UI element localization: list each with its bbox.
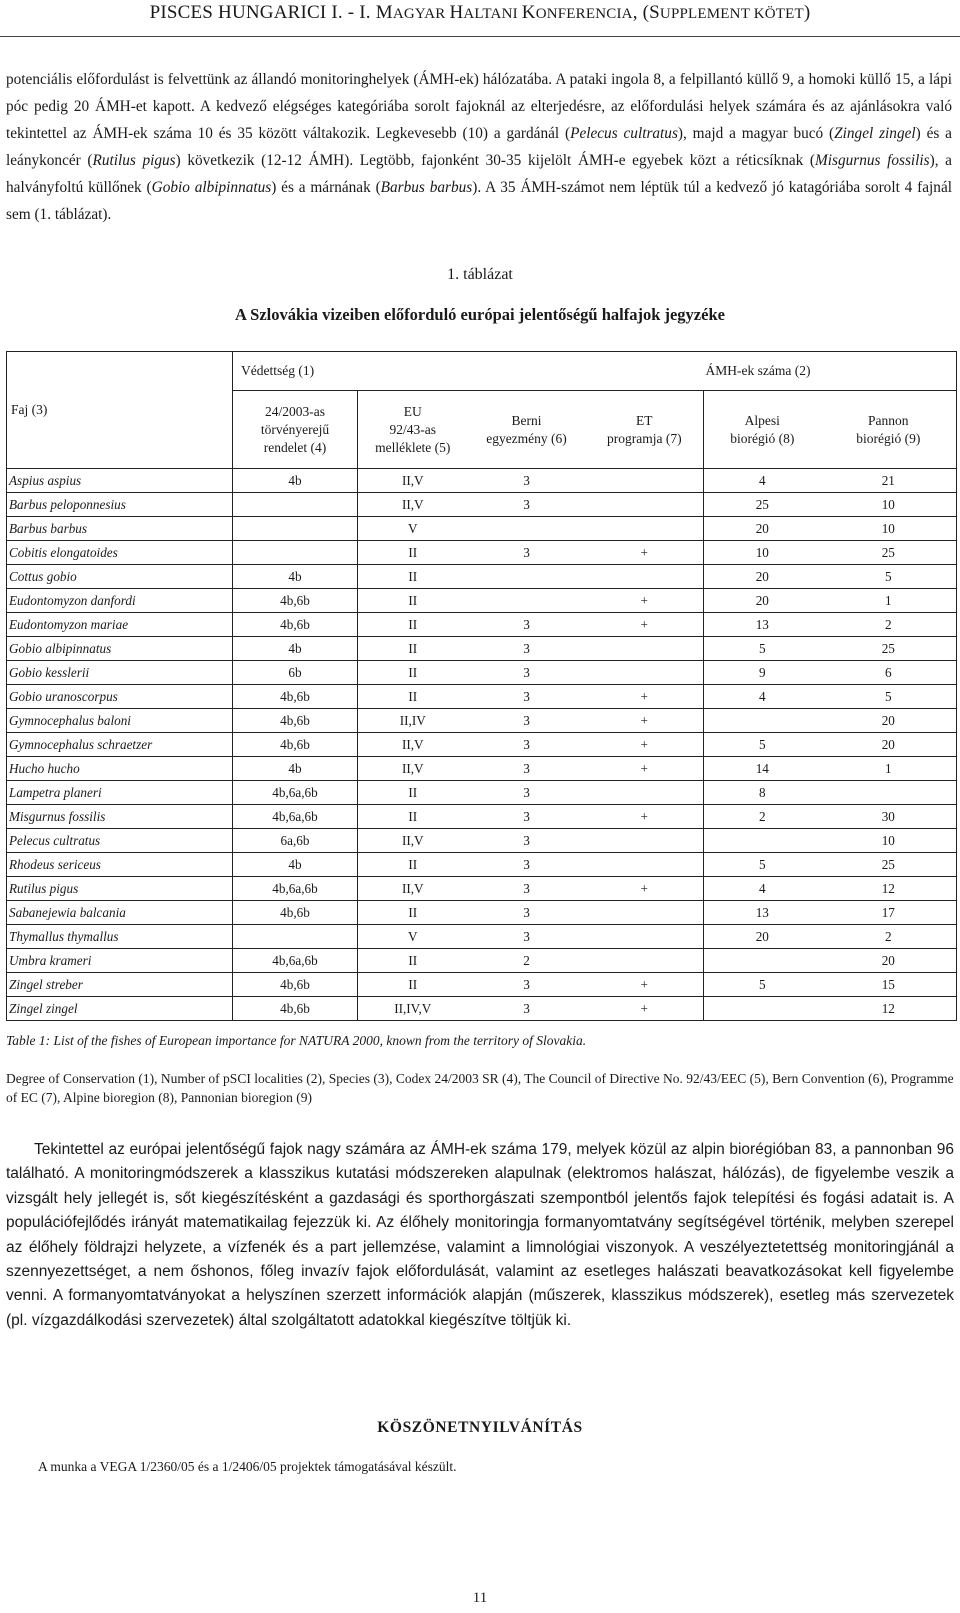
value-cell: II: [358, 805, 468, 829]
header-protection: Védettség (1): [233, 352, 704, 391]
table-row: [7, 661, 957, 685]
table-row: [7, 997, 957, 1021]
value-cell: 4b,6b: [233, 997, 358, 1021]
value-cell: 5: [704, 853, 821, 877]
value-cell: [468, 589, 586, 613]
value-cell: 4: [704, 469, 821, 493]
value-cell: 6b: [233, 661, 358, 685]
value-cell: +: [586, 805, 704, 829]
value-cell: II,V: [358, 877, 468, 901]
value-cell: [586, 829, 704, 853]
value-cell: [704, 709, 821, 733]
table-caption-english: Table 1: List of the fishes of European importance for NATURA 2000, known from the territory of Slovakia.: [6, 1033, 587, 1048]
value-cell: 20: [704, 517, 821, 541]
text-run: ) következik (12-12 ÁMH). Legtöbb, fajonként 30-35 kijelölt ÁMH-e egyebek közt a réticsíknak (: [175, 152, 816, 169]
value-cell: 2: [704, 805, 821, 829]
value-cell: 4b,6a,6b: [233, 877, 358, 901]
value-cell: 3: [468, 781, 586, 805]
species-cell: Misgurnus fossilis: [7, 805, 233, 829]
value-cell: +: [586, 709, 704, 733]
value-cell: 13: [704, 613, 821, 637]
value-cell: 20: [821, 949, 957, 973]
value-cell: +: [586, 541, 704, 565]
value-cell: 5: [704, 973, 821, 997]
value-cell: II,V: [358, 829, 468, 853]
table-row: [7, 493, 957, 517]
table-row: [7, 637, 957, 661]
value-cell: [586, 493, 704, 517]
value-cell: +: [586, 685, 704, 709]
value-cell: 30: [821, 805, 957, 829]
species-name: Misgurnus fossilis: [815, 152, 930, 169]
species-cell: Hucho hucho: [7, 757, 233, 781]
value-cell: 3: [468, 493, 586, 517]
value-cell: 15: [821, 973, 957, 997]
value-cell: 1: [821, 757, 957, 781]
value-cell: II,V: [358, 469, 468, 493]
text-run: ). A 35 ÁMH-számot nem léptük túl a kedvező jó katagóriába sorolt 4 fajnál sem (1. táblázat).: [6, 179, 952, 223]
value-cell: 17: [821, 901, 957, 925]
value-cell: 25: [821, 637, 957, 661]
value-cell: 4b,6b: [233, 685, 358, 709]
table-row: [7, 829, 957, 853]
value-cell: 20: [704, 925, 821, 949]
species-cell: Lampetra planeri: [7, 781, 233, 805]
value-cell: +: [586, 997, 704, 1021]
species-cell: Gymnocephalus schraetzer: [7, 733, 233, 757]
running-head: PISCES HUNGARICI I. - I. MAGYAR HALTANI KONFERENCIA, (SUPPLEMENT KÖTET): [149, 2, 811, 23]
value-cell: 3: [468, 877, 586, 901]
value-cell: 4b,6b: [233, 709, 358, 733]
species-name: Barbus barbus: [380, 179, 473, 196]
value-cell: 4b,6b: [233, 589, 358, 613]
value-cell: 21: [821, 469, 957, 493]
value-cell: II,IV,V: [358, 997, 468, 1021]
value-cell: 3: [468, 997, 586, 1021]
value-cell: 2: [821, 925, 957, 949]
intro-paragraph: [6, 66, 952, 228]
value-cell: V: [358, 925, 468, 949]
value-cell: 12: [821, 997, 957, 1021]
species-name: Pelecus cultratus: [570, 125, 678, 142]
value-cell: 2: [821, 613, 957, 637]
value-cell: 4b,6b: [233, 733, 358, 757]
value-cell: +: [586, 757, 704, 781]
table-row: [7, 541, 957, 565]
text-run: ) és a leánykoncér (: [6, 125, 952, 169]
value-cell: 2: [468, 949, 586, 973]
table-row: [7, 613, 957, 637]
value-cell: II,V: [358, 733, 468, 757]
species-cell: Zingel zingel: [7, 997, 233, 1021]
header-bern: Berni egyezmény (6): [468, 391, 586, 469]
value-cell: 3: [468, 613, 586, 637]
table-body: [7, 469, 957, 1021]
header-codex: 24/2003-as törvényerejű rendelet (4): [233, 391, 358, 469]
species-cell: Gobio albipinnatus: [7, 637, 233, 661]
value-cell: 3: [468, 541, 586, 565]
species-cell: Cottus gobio: [7, 565, 233, 589]
value-cell: +: [586, 877, 704, 901]
body-paragraph: Tekintettel az európai jelentőségű fajok nagy számára az ÁMH-ek száma 179, melyek közül az alpin biorégióban 83, a pannonban 96 található. A monitoringmódszerek a klasszikus kutatási módszereken alapulnak (elektromos halászat, hálózás), de figyelembe veszik a vizsgált hely jellegét is, sőt kiegészítésként a gazdasági és sporthorgászati szempontból jelentős fajok telepítési és fogási adatait is. A populációfejlődés irányát matematikailag fejezzük ki. Az élőhely monitoringja formanyomtatvány segítségével történik, melyben szerepel az élőhely földrajzi helyzete, a vízfenék és a part jellemzése, valamint a limnológiai viszonyok. A veszélyeztetettség monitoringjánál a szennyezettséget, a nem őshonos, főleg invazív fajok előfordulását, valamint az esetleges halászati beavatkozásokat kell figyelembe venni. A formanyomtatványokat a helyszínen szerzett információk alapján (műszerek, klasszikus módszerek), esetleg más szervezetek (pl. vízgazdálkodási szervezetek) által szolgáltatott adatokkal kiegészítve töltjük ki.: [6, 1141, 954, 1329]
table-row: [7, 853, 957, 877]
value-cell: 8: [704, 781, 821, 805]
value-cell: 25: [821, 853, 957, 877]
species-cell: Eudontomyzon mariae: [7, 613, 233, 637]
value-cell: 20: [704, 589, 821, 613]
species-name: Gobio albipinnatus: [151, 179, 272, 196]
value-cell: 3: [468, 925, 586, 949]
value-cell: 3: [468, 901, 586, 925]
value-cell: 5: [704, 733, 821, 757]
value-cell: 4b,6a,6b: [233, 805, 358, 829]
table-row: [7, 685, 957, 709]
value-cell: II: [358, 565, 468, 589]
value-cell: 3: [468, 469, 586, 493]
page-number: 11: [472, 1590, 488, 1606]
value-cell: 4b,6b: [233, 613, 358, 637]
value-cell: 4b: [233, 637, 358, 661]
value-cell: II: [358, 901, 468, 925]
table-row: [7, 733, 957, 757]
value-cell: +: [586, 973, 704, 997]
header-alpine: Alpesi biorégió (8): [704, 391, 821, 469]
table-row: [7, 925, 957, 949]
value-cell: 5: [704, 637, 821, 661]
species-cell: Gobio kesslerii: [7, 661, 233, 685]
species-name: Rutilus pigus: [92, 152, 176, 169]
species-cell: Sabanejewia balcania: [7, 901, 233, 925]
value-cell: [586, 517, 704, 541]
value-cell: 1: [821, 589, 957, 613]
value-cell: II,V: [358, 757, 468, 781]
table-row: [7, 973, 957, 997]
value-cell: 3: [468, 709, 586, 733]
value-cell: II: [358, 853, 468, 877]
value-cell: 3: [468, 805, 586, 829]
value-cell: II: [358, 973, 468, 997]
value-cell: 10: [704, 541, 821, 565]
text-run: ), a halványfoltú küllőnek (: [6, 152, 952, 196]
value-cell: 14: [704, 757, 821, 781]
value-cell: II: [358, 589, 468, 613]
table-row: [7, 589, 957, 613]
value-cell: [233, 517, 358, 541]
value-cell: [586, 469, 704, 493]
value-cell: 13: [704, 901, 821, 925]
value-cell: 3: [468, 661, 586, 685]
species-cell: Zingel streber: [7, 973, 233, 997]
species-cell: Rhodeus sericeus: [7, 853, 233, 877]
value-cell: II: [358, 637, 468, 661]
text-run: potenciális előfordulást is felvettünk az állandó monitoringhelyek (ÁMH-ek) hálózatába. A pataki ingola 8, a felpillantó küllő 9, a homoki küllő 15, a lápi póc pedig 20 ÁMH-et kapott. A kedvező elégséges kategóriába sorolt fajoknál az elterjedésre, az előfordulási helyek számára és az ajánlásokra való tekintettel az ÁMH-ek száma 10 és 35 között váltakozik. Legkevesebb (10) a gardánál (: [6, 71, 952, 142]
value-cell: 4: [704, 877, 821, 901]
value-cell: 4b: [233, 469, 358, 493]
value-cell: 3: [468, 853, 586, 877]
value-cell: 9: [704, 661, 821, 685]
fish-species-table: [6, 351, 957, 1021]
table-legend: Degree of Conservation (1), Number of pSCI localities (2), Species (3), Codex 24/2003 SR (4), The Council of Directive No. 92/43/EEC (5), Bern Convention (6), Programme of EC (7), Alpine bioregion (8), Pannonian bioregion (9): [6, 1071, 954, 1105]
text-run: ) és a márnának (: [271, 179, 381, 196]
value-cell: [704, 829, 821, 853]
value-cell: 3: [468, 757, 586, 781]
species-cell: Umbra krameri: [7, 949, 233, 973]
value-cell: 10: [821, 829, 957, 853]
value-cell: 4b,6a,6b: [233, 949, 358, 973]
acknowledgement-text: A munka a VEGA 1/2360/05 és a 1/2406/05 projektek támogatásával készült.: [38, 1459, 457, 1474]
value-cell: [233, 925, 358, 949]
value-cell: [586, 853, 704, 877]
table-row: [7, 709, 957, 733]
value-cell: [586, 637, 704, 661]
value-cell: II: [358, 685, 468, 709]
species-cell: Aspius aspius: [7, 469, 233, 493]
value-cell: +: [586, 589, 704, 613]
species-cell: Eudontomyzon danfordi: [7, 589, 233, 613]
value-cell: 10: [821, 493, 957, 517]
table-row: [7, 469, 957, 493]
value-cell: 4b,6b: [233, 973, 358, 997]
species-cell: Rutilus pigus: [7, 877, 233, 901]
value-cell: 4b,6a,6b: [233, 781, 358, 805]
species-cell: Gobio uranoscorpus: [7, 685, 233, 709]
table-row: [7, 757, 957, 781]
value-cell: 25: [704, 493, 821, 517]
species-cell: Thymallus thymallus: [7, 925, 233, 949]
species-cell: Barbus barbus: [7, 517, 233, 541]
value-cell: II: [358, 661, 468, 685]
value-cell: 3: [468, 973, 586, 997]
species-cell: Barbus peloponnesius: [7, 493, 233, 517]
table-row: [7, 949, 957, 973]
value-cell: 4b: [233, 565, 358, 589]
text-run: ), majd a magyar bucó (: [677, 125, 835, 142]
table-row: [7, 781, 957, 805]
value-cell: [586, 781, 704, 805]
table-row: [7, 805, 957, 829]
value-cell: +: [586, 613, 704, 637]
value-cell: [468, 517, 586, 541]
table-row: [7, 877, 957, 901]
value-cell: 4b: [233, 853, 358, 877]
value-cell: 5: [821, 685, 957, 709]
value-cell: 3: [468, 733, 586, 757]
value-cell: 20: [821, 709, 957, 733]
header-sites: ÁMH-ek száma (2): [704, 352, 957, 391]
value-cell: [586, 661, 704, 685]
header-ec-programme: ET programja (7): [586, 391, 704, 469]
header-species: Faj (3): [7, 352, 233, 469]
value-cell: 3: [468, 637, 586, 661]
value-cell: [821, 781, 957, 805]
header-rule: [0, 36, 960, 37]
value-cell: V: [358, 517, 468, 541]
value-cell: 6a,6b: [233, 829, 358, 853]
value-cell: 6: [821, 661, 957, 685]
header-eu-directive: EU 92/43-as melléklete (5): [358, 391, 468, 469]
value-cell: 4b,6b: [233, 901, 358, 925]
species-cell: Pelecus cultratus: [7, 829, 233, 853]
value-cell: [586, 949, 704, 973]
header-pannonian: Pannon biorégió (9): [821, 391, 957, 469]
value-cell: [704, 997, 821, 1021]
value-cell: 20: [821, 733, 957, 757]
value-cell: II: [358, 949, 468, 973]
value-cell: II: [358, 613, 468, 637]
table-row: [7, 901, 957, 925]
value-cell: 4b: [233, 757, 358, 781]
species-cell: Cobitis elongatoides: [7, 541, 233, 565]
value-cell: [586, 901, 704, 925]
value-cell: [704, 949, 821, 973]
value-cell: 5: [821, 565, 957, 589]
table-number: 1. táblázat: [447, 266, 513, 283]
value-cell: 10: [821, 517, 957, 541]
value-cell: II: [358, 541, 468, 565]
table-row: [7, 565, 957, 589]
value-cell: 3: [468, 829, 586, 853]
value-cell: II,V: [358, 493, 468, 517]
value-cell: 25: [821, 541, 957, 565]
value-cell: II,IV: [358, 709, 468, 733]
value-cell: II: [358, 781, 468, 805]
value-cell: [233, 541, 358, 565]
value-cell: 3: [468, 685, 586, 709]
value-cell: 4: [704, 685, 821, 709]
value-cell: [586, 925, 704, 949]
value-cell: [468, 565, 586, 589]
value-cell: 12: [821, 877, 957, 901]
value-cell: 20: [704, 565, 821, 589]
species-cell: Gymnocephalus baloni: [7, 709, 233, 733]
value-cell: [233, 493, 358, 517]
table-row: [7, 517, 957, 541]
species-name: Zingel zingel: [834, 125, 916, 142]
table-title: A Szlovákia vizeiben előforduló európai jelentőségű halfajok jegyzéke: [235, 305, 725, 324]
value-cell: [586, 565, 704, 589]
acknowledgement-heading: KÖSZÖNETNYILVÁNÍTÁS: [377, 1419, 583, 1436]
value-cell: +: [586, 733, 704, 757]
